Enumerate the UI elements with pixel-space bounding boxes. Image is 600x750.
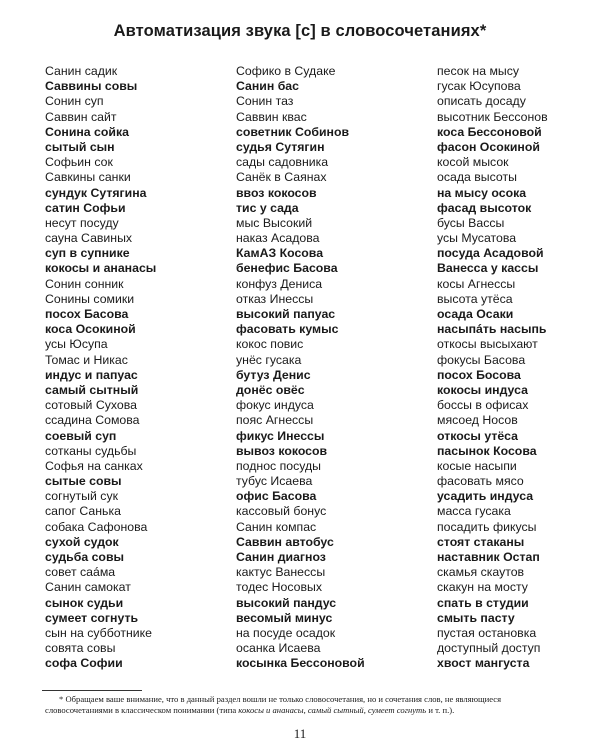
phrase-item: Софья на санках xyxy=(45,458,143,473)
phrase-item: посуда Асадовой xyxy=(437,246,544,261)
footnote-divider xyxy=(42,690,142,691)
phrase-item: кактус Ванессы xyxy=(236,565,326,580)
phrase-item: Ванесса у кассы xyxy=(437,261,539,276)
phrase-item: Сонины сомики xyxy=(45,291,135,306)
page-number: 11 xyxy=(293,726,307,741)
footnote-example: кокосы и ананасы xyxy=(238,705,304,715)
phrase-item: сытые совы xyxy=(45,474,122,489)
phrase-item: усы Мусатова xyxy=(437,231,517,246)
phrase-item: осанка Исаева xyxy=(236,641,321,656)
phrase-item: сауна Савиных xyxy=(45,231,133,246)
phrase-item: сытый сын xyxy=(45,139,115,154)
phrase-item: сапог Санька xyxy=(45,504,121,519)
phrase-item: ввоз кокосов xyxy=(236,185,317,200)
phrase-item: поднос посуды xyxy=(236,458,321,473)
phrase-item: ссадина Сомова xyxy=(45,413,140,428)
phrase-item: боссы в офисах xyxy=(437,398,529,413)
column-3 xyxy=(437,64,600,672)
phrase-item: фокусы Басова xyxy=(437,352,526,367)
footnote-example: самый сытный xyxy=(307,705,364,715)
phrase-item: высокий пандус xyxy=(236,595,337,610)
phrase-item: песок на мысу xyxy=(437,64,520,78)
page-title: Автоматизация звука [с] в словосочетаниях* xyxy=(113,22,487,40)
phrase-item: Санин самокат xyxy=(45,580,131,595)
phrase-item: доступный доступ xyxy=(437,641,541,656)
footnote xyxy=(45,694,570,716)
phrase-item: коса Осокиной xyxy=(45,322,136,337)
phrase-item: офис Басова xyxy=(236,489,317,504)
phrase-item: спать в студии xyxy=(437,595,529,610)
phrase-item: самый сытный xyxy=(45,382,139,397)
phrase-item: сотканы судьбы xyxy=(45,443,137,458)
phrase-item: коса Бессоновой xyxy=(437,124,542,139)
phrase-item: Саввин сайт xyxy=(45,109,117,124)
phrase-item: сотовый Сухова xyxy=(45,398,137,413)
phrase-item: кассовый бонус xyxy=(236,504,327,519)
column-2 xyxy=(236,64,421,672)
phrase-item: вывоз кокосов xyxy=(236,443,328,458)
phrase-item: Саввин автобус xyxy=(236,534,334,549)
phrase-item: Саввин квас xyxy=(236,109,307,124)
phrase-item: Сонина сойка xyxy=(45,124,129,139)
phrase-item: фасад высоток xyxy=(437,200,532,215)
phrase-item: откосы утёса xyxy=(437,428,519,443)
phrase-item: на посуде осадок xyxy=(236,625,336,640)
footnote-separator: , xyxy=(303,705,308,715)
phrase-item: унёс гусака xyxy=(236,352,302,367)
phrase-item: сады садовника xyxy=(236,155,329,170)
phrase-item: пояс Агнессы xyxy=(236,413,314,428)
phrase-item: КамАЗ Косова xyxy=(236,246,324,261)
footnote-outro: и т. п.). xyxy=(426,705,455,715)
phrase-item: Санин бас xyxy=(236,79,299,94)
phrase-item: соевый суп xyxy=(45,428,117,443)
phrase-item: собака Сафонова xyxy=(45,519,148,534)
phrase-item: сын на субботнике xyxy=(45,625,152,640)
phrase-item: весомый минус xyxy=(236,610,333,625)
phrase-item: высотник Бессонов xyxy=(437,109,548,124)
phrase-item: откосы высыхают xyxy=(437,337,538,352)
phrase-item: тубус Исаева xyxy=(236,474,313,489)
phrase-item: фасовать мясо xyxy=(437,474,524,489)
phrase-item: индус и папуас xyxy=(45,367,138,382)
phrase-item: косынка Бессоновой xyxy=(236,656,365,671)
phrase-item: советник Собинов xyxy=(236,124,350,139)
phrase-item: Савкины санки xyxy=(45,170,131,185)
footnote-marker: * xyxy=(59,694,64,704)
phrase-item: усы Юсупа xyxy=(45,337,108,352)
phrase-item: судьба совы xyxy=(45,550,124,564)
phrase-item: Санин диагноз xyxy=(236,550,326,564)
phrase-item: Софьин сок xyxy=(45,155,113,170)
phrase-item: тис у сада xyxy=(236,200,299,215)
phrase-item: пасынок Косова xyxy=(437,443,537,458)
phrase-item: сухой судок xyxy=(45,534,119,549)
phrase-item: хвост мангуста xyxy=(437,656,530,671)
phrase-item: насыпáть насыпь xyxy=(437,322,547,337)
phrase-item: наставник Остап xyxy=(437,550,540,564)
phrase-item: сундук Сутягина xyxy=(45,185,147,200)
phrase-item: донёс овёс xyxy=(236,382,305,397)
phrase-item: Сонин суп xyxy=(45,94,104,109)
phrase-item: совет саáма xyxy=(45,565,116,580)
phrase-item: осада высоты xyxy=(437,170,517,185)
phrase-item: посадить фикусы xyxy=(437,519,537,534)
phrase-item: смыть пасту xyxy=(437,610,515,625)
phrase-item: масса гусака xyxy=(437,504,511,519)
phrase-item: посох Басова xyxy=(45,307,129,321)
phrase-item: осада Осаки xyxy=(437,307,514,321)
phrase-item: бусы Вассы xyxy=(437,215,505,230)
phrase-item: судья Сутягин xyxy=(236,139,325,154)
phrase-item: несут посуду xyxy=(45,215,119,230)
phrase-item: Саввины совы xyxy=(45,79,138,94)
phrase-item: сатин Софьи xyxy=(45,200,126,215)
phrase-item: бенефис Басова xyxy=(236,261,338,276)
phrase-item: косые насыпи xyxy=(437,458,517,473)
phrase-item: Санёк в Саянах xyxy=(236,170,327,185)
phrase-item: усадить индуса xyxy=(437,489,534,504)
phrase-item: суп в супнике xyxy=(45,246,130,261)
phrase-item: Софико в Судаке xyxy=(236,64,336,78)
footnote-separator: , xyxy=(363,705,369,715)
phrase-item: мыс Высокий xyxy=(236,215,313,230)
phrase-item: сынок судьи xyxy=(45,595,124,610)
phrase-item: высокий папуас xyxy=(236,307,336,321)
phrase-item: согнутый сук xyxy=(45,489,118,504)
phrase-item: софа Софии xyxy=(45,656,123,671)
phrase-item: фасовать кумыс xyxy=(236,322,339,337)
phrase-item: кокос повис xyxy=(236,337,304,352)
phrase-item: Санин компас xyxy=(236,519,317,534)
phrase-item: Сонин сонник xyxy=(45,276,124,291)
phrase-item: мясоед Носов xyxy=(437,413,518,428)
phrase-item: скакун на мосту xyxy=(437,580,528,595)
phrase-item: отказ Инессы xyxy=(236,291,314,306)
phrase-item: Санин садик xyxy=(45,64,118,78)
phrase-item: пустая остановка xyxy=(437,625,537,640)
phrase-item: фасон Осокиной xyxy=(437,139,540,154)
phrase-item: фокус индуса xyxy=(236,398,314,413)
phrase-item: сумеет согнуть xyxy=(45,610,139,625)
phrase-item: на мысу осока xyxy=(437,185,527,200)
column-1 xyxy=(45,64,230,672)
phrase-item: косы Агнессы xyxy=(437,276,516,291)
phrase-item: наказ Асадова xyxy=(236,231,320,246)
phrase-item: высота утёса xyxy=(437,291,513,306)
footnote-example: сумеет согнуть xyxy=(368,705,427,715)
phrase-item: кокосы индуса xyxy=(437,382,528,397)
phrase-item: Томас и Никас xyxy=(45,352,128,367)
phrase-item: кокосы и ананасы xyxy=(45,261,157,276)
phrase-item: посох Босова xyxy=(437,367,521,382)
phrase-item: фикус Инессы xyxy=(236,428,325,443)
phrase-item: совята совы xyxy=(45,641,116,656)
phrase-item: бутуз Денис xyxy=(236,367,311,382)
phrase-item: гусак Юсупова xyxy=(437,79,521,94)
phrase-item: скамья скаутов xyxy=(437,565,525,580)
phrase-item: Сонин таз xyxy=(236,94,294,109)
phrase-item: тодес Носовых xyxy=(236,580,323,595)
phrase-item: конфуз Дениса xyxy=(236,276,323,291)
phrase-item: стоят стаканы xyxy=(437,534,525,549)
footnote-intro: Обращаем ваше внимание, что в данный раздел вошли не только словосочетания, но и сочетания слов, не являющиеся словосочетаниями в классическом понимании (типа xyxy=(45,694,502,715)
phrase-item: косой мысок xyxy=(437,155,509,170)
phrase-item: описать досаду xyxy=(437,94,526,109)
